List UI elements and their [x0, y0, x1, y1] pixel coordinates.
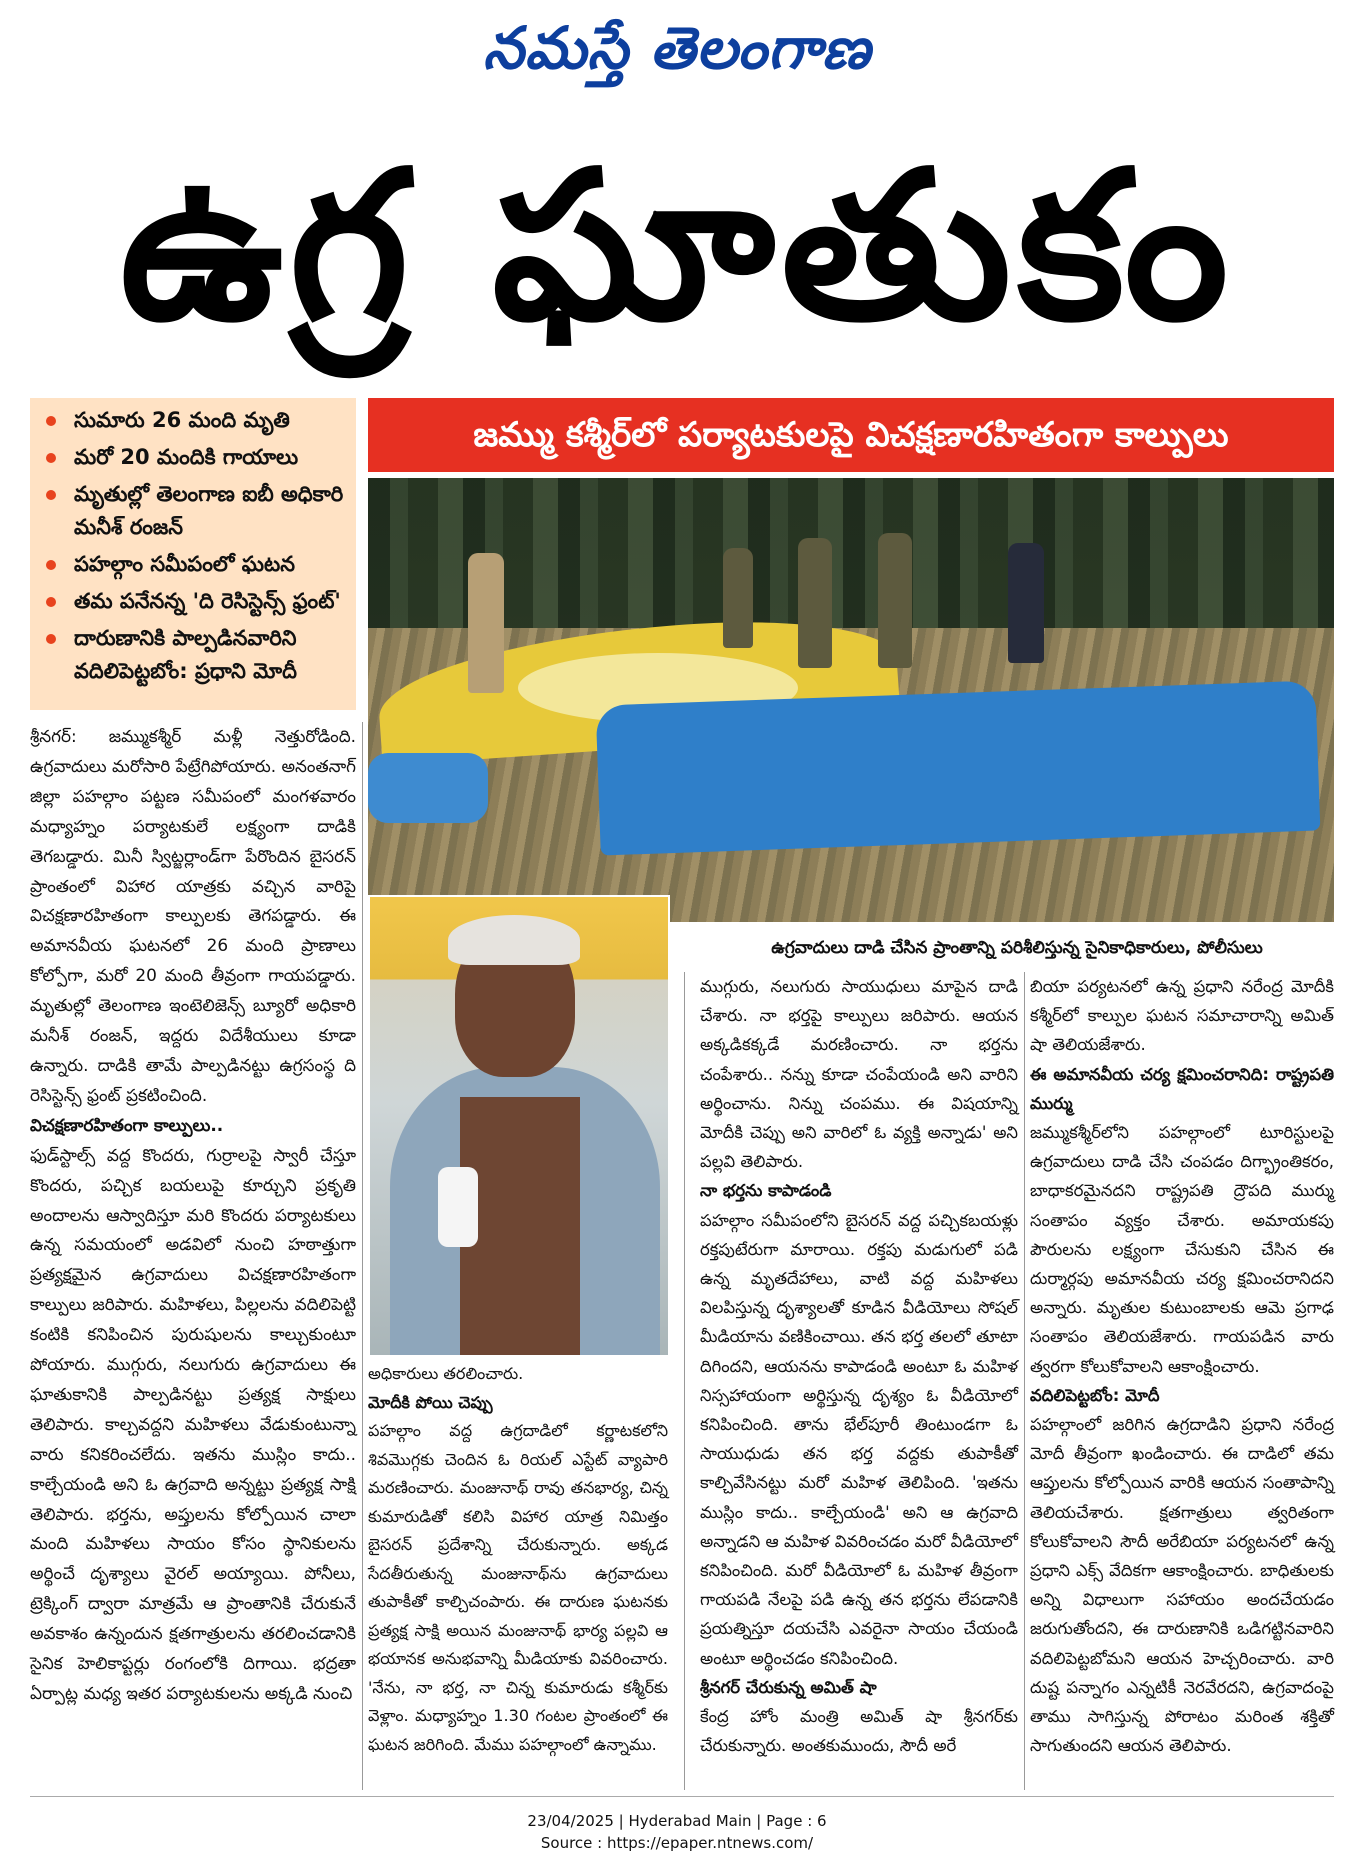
page-headline: ఉగ్ర ఘాతుకం [119, 128, 1235, 366]
article-column-4 [1030, 972, 1334, 1760]
article-column-2 [368, 1360, 668, 1759]
witness-photo [368, 895, 670, 1357]
paragraph: పహల్గాంలో జరిగిన ఉగ్రదాడిని ప్రధాని నరేంద్ర మోదీ తీవ్రంగా ఖండించారు. ఈ దాడిలో తమ ఆప్తులను కోల్పోయిన వారికి ఆయన సంతాపాన్ని తెలియచేశారు. క్షతగాత్రులు త్వరితంగా కోలుకోవాలని సౌదీ అరేబియా పర్యటనలో ఉన్న ప్రధాని ఎక్స్ వేదికగా ఆకాంక్షించారు. బాధితులకు అన్ని విధాలుగా సహాయం అందచేయడం జరుగుతోందని, ఈ దారుణానికి ఒడిగట్టినవారిని వదిలిపెట్టబోమని ఆయన హెచ్చరించారు. వారి దుష్ట పన్నాగం ఎన్నటికీ నెరవేరదని, ఉగ్రవాదంపై తాము సాగిస్తున్న పోరాటం మరింత శక్తితో సాగుతుందని ఆయన తెలిపారు. [1030, 1415, 1334, 1756]
paragraph: శ్రీనగర్: జమ్ముకశ్మీర్ మళ్లీ నెత్తురోడింది. ఉగ్రవాదులు మరోసారి పేట్రేగిపోయారు. అనంతనాగ్ జిల్లా పహల్గాం పట్టణ సమీపంలో మంగళవారం మధ్యాహ్నం పర్యాటకులే లక్ష్యంగా దాడికి తెగబడ్డారు. మినీ స్విట్జర్లాండ్‌గా పేరొందిన బైసరన్ ప్రాంతంలో విహార యాత్రకు వచ్చిన వారిపై విచక్షణారహితంగా కాల్పులకు తెగపడ్డారు. ఈ అమానవీయ ఘటనలో 26 మంది ప్రాణాలు కోల్పోగా, మరో 20 మంది తీవ్రంగా గాయపడ్డారు. మృతుల్లో తెలంగాణ ఇంటెలిజెన్స్ బ్యూరో అధికారి మనీశ్ రంజన్, ఇద్దరు విదేశీయులు కూడా ఉన్నారు. దాడికి తామే పాల్పడినట్టు ఉగ్రసంస్థ ది రెసిస్టెన్స్ ఫ్రంట్ ప్రకటించింది. [30, 726, 356, 1105]
paragraph: అధికారులు తరలించారు. [368, 1364, 524, 1383]
bullet-icon [46, 453, 56, 463]
highlight-item: సుమారు 26 మంది మృతి [40, 404, 348, 437]
story-banner: జమ్ము కశ్మీర్‌లో పర్యాటకులపై విచక్షణారహితంగా కాల్పులు [368, 398, 1334, 472]
footer-divider [30, 1796, 1334, 1797]
subheading: మోదీకి పోయి చెప్పు [368, 1392, 493, 1412]
photo-caption: ఉగ్రవాదులు దాడి చేసిన ప్రాంతాన్ని పరిశీలిస్తున్న సైనికాధికారులు, పోలీసులు [771, 938, 1263, 958]
masthead-logo: నమస్తే తెలంగాణ [483, 14, 871, 82]
subheading: నా భర్తను కాపాడండి [700, 1181, 832, 1201]
column-divider [684, 972, 685, 1790]
paragraph: బియా పర్యటనలో ఉన్న ప్రధాని నరేంద్ర మోదీకి కశ్మీర్‌లో కాల్పుల ఘటన సమాచారాన్ని అమిత్ షా తెలియజేశారు. [1030, 977, 1334, 1055]
paragraph: పహల్గాం సమీపంలోని బైసరన్ వద్ద పచ్చికబయళ్లు రక్తపుటేరుగా మారాయి. రక్తపు మడుగులో పడి ఉన్న మృతదేహాలు, వాటి వద్ద మహిళలు విలపిస్తున్న దృశ్యాలతో కూడిన వీడియోలు సోషల్ మీడియాను వణికించాయి. తన భర్త తలలో తూటా దిగిందని, ఆయనను కాపాడండి అంటూ ఓ మహిళ నిస్సహాయంగా అర్థిస్తున్న దృశ్యం ఓ వీడియోలో కనిపించింది. తాను భేల్‌పూరీ తింటుండగా ఓ సాయుధుడు తన భర్త వద్దకు తుపాకీతో కాల్చివేసినట్టు మరో మహిళ తెలిపింది. 'ఇతను ముస్లిం కాదు.. కాల్చేయండి' అని ఆ ఉగ్రవాది అన్నాడని ఆ మహిళ వివరించడం మరో వీడియోలో కనిపించింది. మరో వీడియోలో ఓ మహిళ తీవ్రంగా గాయపడి నేలపై పడి ఉన్న తన భర్తను లేపడానికి ప్రయత్నిస్తూ దయచేసి ఎవరైనా సాయం చేయండి అంటూ అర్థించడం కనిపించింది. [700, 1210, 1018, 1668]
article-column-1 [30, 722, 356, 1709]
highlights-box [30, 398, 356, 710]
footer-source-link[interactable]: Source : https://epaper.ntnews.com/ [540, 1834, 814, 1852]
bullet-icon [46, 490, 56, 500]
footer-edition-info: 23/04/2025 | Hyderabad Main | Page : 6 [527, 1812, 827, 1830]
bullet-icon [46, 560, 56, 570]
paragraph: జమ్ముకశ్మీర్‌లోని పహల్గాంలో టూరిస్టులపై ఉగ్రవాదులు దాడి చేసి చంపడం దిగ్భ్రాంతికరం, బాధాకరమైనదని రాష్ట్రపతి ద్రౌపది ముర్ము సంతాపం వ్యక్తం చేశారు. అమాయకపు పౌరులను లక్ష్యంగా చేసుకుని చేసిన ఈ దుర్మార్గపు అమానవీయ చర్య క్షమించరానిదని అన్నారు. మృతుల కుటుంబాలకు ఆమె ప్రగాఢ సంతాపం తెలియజేశారు. గాయపడిన వారు త్వరగా కోలుకోవాలని ఆకాంక్షించారు. [1030, 1123, 1334, 1376]
paragraph: ఫుడ్‌స్టాల్స్ వద్ద కొందరు, గుర్రాలపై స్వారీ చేస్తూ కొందరు, పచ్చిక బయలుపై కూర్చుని ప్రకృతి అందాలను ఆస్వాదిస్తూ మరి కొందరు పర్యాటకులు ఉన్న సమయంలో అడవిలో నుంచి హఠాత్తుగా ప్రత్యక్షమైన ఉగ్రవాదులు విచక్షణారహితంగా కాల్పులు జరిపారు. మహిళలు, పిల్లలను వదిలిపెట్టి కంటికి కనిపించిన పురుషులను కాల్చుకుంటూ పోయారు. ముగ్గురు, నలుగురు ఉగ్రవాదులు ఈ ఘాతుకానికి పాల్పడినట్టు ప్రత్యక్ష సాక్షులు తెలిపారు. కాల్చవద్దని మహిళలు వేడుకుంటున్నా వారు కనికరించలేదు. ఇతను ముస్లిం కాదు.. కాల్చేయండి అని ఓ ఉగ్రవాది అన్నట్టు ప్రత్యక్ష సాక్షి తెలిపారు. భర్తను, అప్తులను కోల్పోయిన చాలా మంది మహిళలు సాయం కోసం స్థానికులను అర్థించే దృశ్యాలు వైరల్ అయ్యాయి. పోనీలు, ట్రెక్కింగ్ ద్వారా మాత్రమే ఆ ప్రాంతానికి చేరుకునే అవకాశం ఉన్నందున క్షతగాత్రులను తరలించడానికి సైనిక హెలికాప్టర్లు రంగంలోకి దిగాయి. భద్రతా ఏర్పాట్ల మధ్య ఇతర పర్యాటకులను అక్కడి నుంచి [30, 1144, 356, 1703]
column-divider [362, 722, 363, 1790]
paragraph: పహల్గాం వద్ద ఉగ్రదాడిలో కర్ణాటకలోని శివమొగ్గకు చెందిన ఓ రియల్ ఎస్టేట్ వ్యాపారి మరణించారు. మంజునాథ్ రావు తనభార్య, చిన్న కుమారుడితో కలిసి విహార యాత్ర నిమిత్తం బైసరన్ ప్రదేశాన్ని చేరుకున్నారు. అక్కడ సేదతీరుతున్న మంజునాథ్‌ను ఉగ్రవాదులు తుపాకీతో కాల్చిచంపారు. ఈ దారుణ ఘటనకు ప్రత్యక్ష సాక్షి అయిన మంజునాథ్ భార్య పల్లవి ఆ భయానక అనుభవాన్ని మీడియాకు వివరించారు. 'నేను, నా భర్త, నా చిన్న కుమారుడు కశ్మీర్‌కు వెళ్లాం. మధ్యాహ్నం 1.30 గంటల ప్రాంతంలో ఈ ఘటన జరిగింది. మేము పహల్గాంలో ఉన్నాము. [368, 1421, 668, 1754]
highlight-item: మృతుల్లో తెలంగాణ ఐబీ అధికారి మనీశ్ రంజన్ [40, 478, 348, 544]
attack-site-photo [368, 478, 1334, 922]
paragraph: కేంద్ర హోం మంత్రి అమిత్ షా శ్రీనగర్‌కు చేరుకున్నారు. అంతకుముందు, సౌదీ అరే [700, 1707, 1018, 1756]
highlight-item: పహల్గాం సమీపంలో ఘటన [40, 548, 348, 581]
highlight-item: తమ పనేనన్న 'ది రెసిస్టెన్స్ ఫ్రంట్' [40, 585, 348, 618]
subheading: వదిలిపెట్టబోం: మోదీ [1030, 1385, 1160, 1405]
column-divider [1024, 972, 1025, 1790]
subheading: శ్రీనగర్ చేరుకున్న అమిత్ షా [700, 1677, 877, 1697]
subheading: ఈ అమానవీయ చర్య క్షమించరానిది: రాష్ట్రపతి ముర్ము [1030, 1064, 1334, 1113]
bullet-icon [46, 597, 56, 607]
subheading: విచక్షణారహితంగా కాల్పులు.. [30, 1114, 224, 1135]
paragraph: ముగ్గురు, నలుగురు సాయుధులు మాపైన దాడి చేశారు. నా భర్తపై కాల్పులు జరిపారు. ఆయన అక్కడికక్కడే మరణించారు. నా భర్తను చంపేశారు.. నన్ను కూడా చంపేయండి అని వారిని అర్థించాను. నిన్ను చంపము. ఈ విషయాన్ని మోదీకి చెప్పు అని వారిలో ఓ వ్యక్తి అన్నాడు' అని పల్లవి తెలిపారు. [700, 977, 1018, 1172]
bullet-icon [46, 416, 56, 426]
article-column-3 [700, 972, 1018, 1760]
highlight-item: మరో 20 మందికి గాయాలు [40, 441, 348, 474]
bullet-icon [46, 634, 56, 644]
highlight-item: దారుణానికి పాల్పడినవారిని వదిలిపెట్టబోం: ప్రధాని మోదీ [40, 622, 348, 688]
page-footer [0, 1810, 1354, 1854]
